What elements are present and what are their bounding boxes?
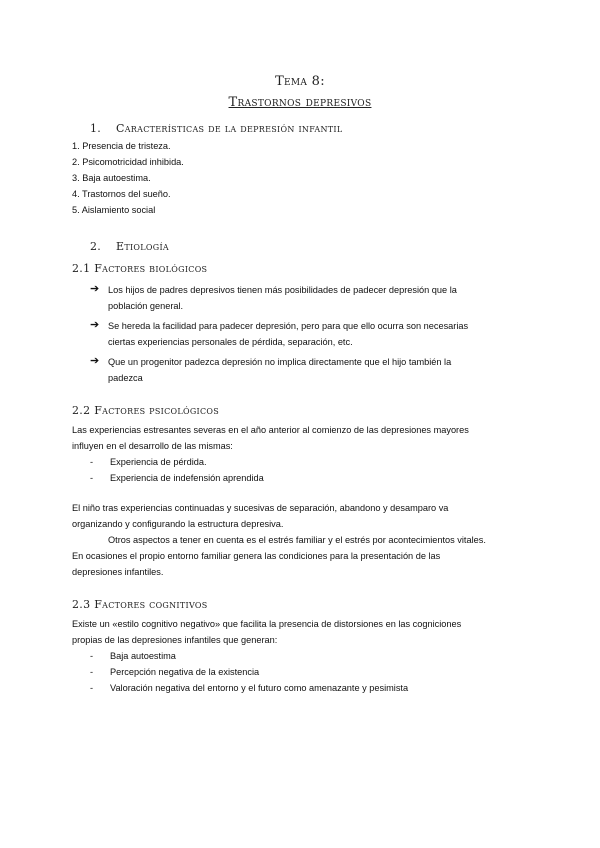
paragraph-line: En ocasiones el propio entorno familiar genera las condiciones para la presentación de las <box>72 551 441 561</box>
list-item: 2. Psicomotricidad inhibida. <box>72 157 184 167</box>
section-number: 1. <box>90 122 102 135</box>
list-item: 1. Presencia de tristeza. <box>72 141 171 151</box>
paragraph-line: Existe un «estilo cognitivo negativo» que facilita la presencia de distorsiones en las cogniciones <box>72 619 462 629</box>
paragraph-line: Las experiencias estresantes severas en el año anterior al comienzo de las depresiones mayores <box>72 425 469 435</box>
dash-bullet: - <box>90 667 94 677</box>
list-item: Baja autoestima <box>110 651 176 661</box>
list-item: Experiencia de pérdida. <box>110 457 207 467</box>
arrow-icon: ➔ <box>90 283 100 295</box>
dash-bullet: - <box>90 457 94 467</box>
bullet-text: padezca <box>108 373 143 383</box>
section-1-heading <box>90 122 342 135</box>
list-item: 4. Trastornos del sueño. <box>72 189 171 199</box>
subsection-2-1-heading: 2.1 Factores biológicos <box>72 262 208 275</box>
section-2-heading <box>90 240 169 253</box>
list-item: Valoración negativa del entorno y el futuro como amenazante y pesimista <box>110 683 409 693</box>
list-item: Percepción negativa de la existencia <box>110 667 260 677</box>
paragraph-line: Otros aspectos a tener en cuenta es el estrés familiar y el estrés por acontecimientos vitales. <box>108 535 486 545</box>
list-item: Experiencia de indefensión aprendida <box>110 473 264 483</box>
section-title: Etiología <box>116 240 169 253</box>
paragraph-line: El niño tras experiencias continuadas y sucesivas de separación, abandono y desamparo va <box>72 503 449 513</box>
subsection-2-2-heading: 2.2 Factores psicológicos <box>72 404 220 417</box>
bullet-text: Que un progenitor padezca depresión no implica directamente que el hijo también la <box>108 357 452 367</box>
paragraph-line: influyen en el desarrollo de las mismas: <box>72 441 233 451</box>
section-title: Características de la depresión infantil <box>116 122 343 135</box>
arrow-icon: ➔ <box>90 319 100 331</box>
bullet-text: Se hereda la facilidad para padecer depresión, pero para que ello ocurra son necesarias <box>108 321 469 331</box>
paragraph-line: organizando y configurando la estructura depresiva. <box>72 519 284 529</box>
paragraph-line: depresiones infantiles. <box>72 567 164 577</box>
dash-bullet: - <box>90 473 94 483</box>
paragraph-line: propias de las depresiones infantiles que generan: <box>72 635 278 645</box>
dash-bullet: - <box>90 651 94 661</box>
bullet-text: ciertas experiencias personales de pérdida, separación, etc. <box>108 337 353 347</box>
subsection-2-3-heading: 2.3 Factores cognitivos <box>72 598 208 611</box>
bullet-text: población general. <box>108 301 184 311</box>
document-title: Tema 8: <box>275 74 325 89</box>
arrow-icon: ➔ <box>90 355 100 367</box>
dash-bullet: - <box>90 683 94 693</box>
bullet-text: Los hijos de padres depresivos tienen más posibilidades de padecer depresión que la <box>108 285 457 295</box>
document-subtitle: Trastornos depresivos <box>228 95 372 110</box>
list-item: 3. Baja autoestima. <box>72 173 151 183</box>
list-item: 5. Aislamiento social <box>72 205 156 215</box>
section-number: 2. <box>90 240 102 253</box>
